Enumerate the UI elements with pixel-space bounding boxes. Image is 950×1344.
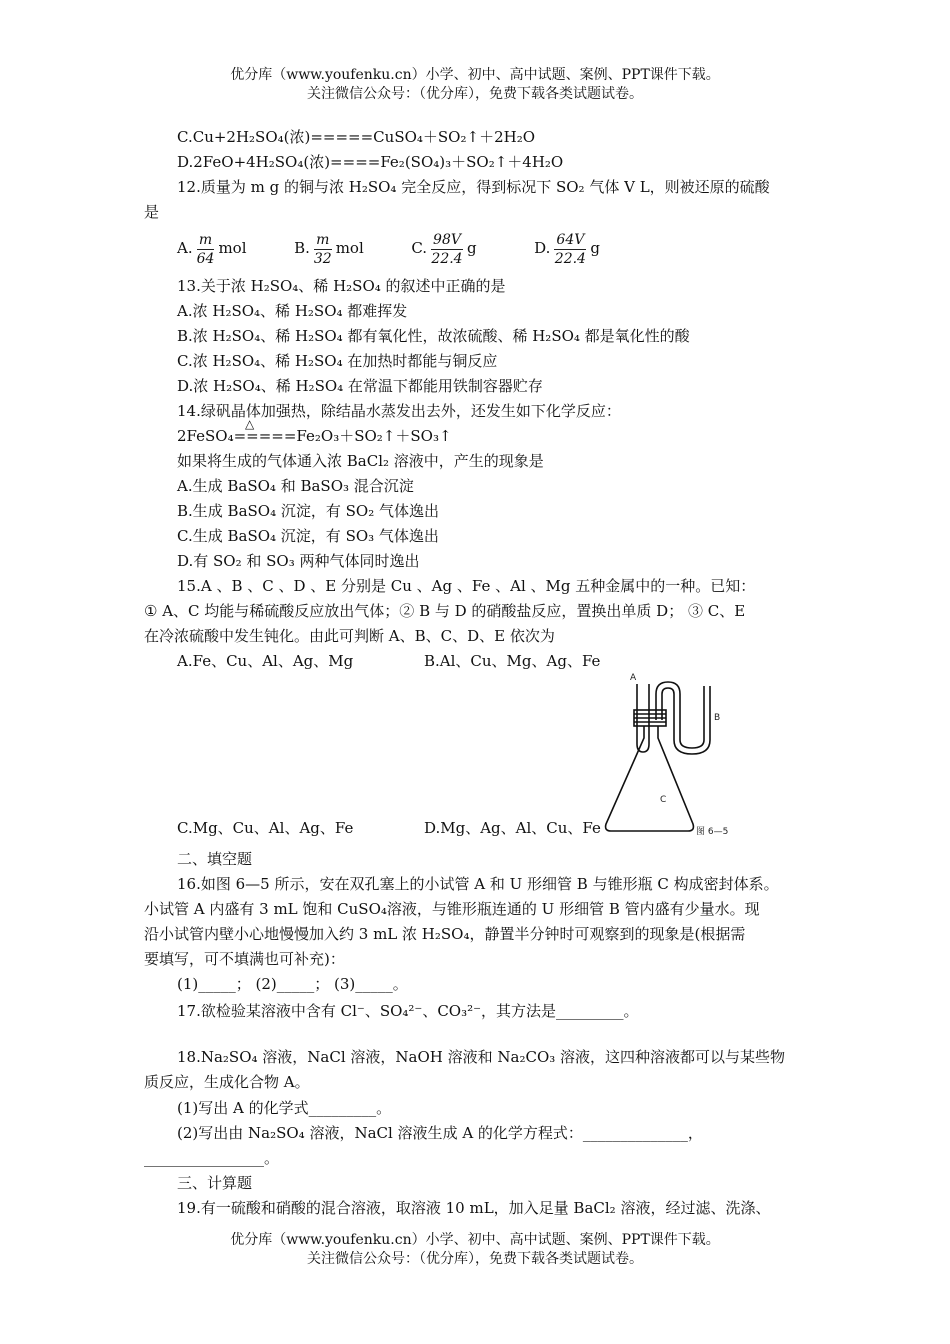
q12-stem-cont: 是 — [144, 203, 160, 221]
q12-d-unit: g — [590, 239, 600, 257]
q13-option-c: C.浓 H₂SO₄、稀 H₂SO₄ 在加热时都能与铜反应 — [177, 352, 498, 370]
q18-part-2: (2)写出由 Na₂SO₄ 溶液，NaCl 溶液生成 A 的化学方程式：______________， — [177, 1124, 703, 1142]
q16-stem-4: 要填写，可不填满也可补充)： — [144, 950, 345, 968]
header-line-2: 关注微信公众号：（优分库），免费下载各类试题试卷。 — [307, 86, 643, 102]
q14-option-c: C.生成 BaSO₄ 沉淀，有 SO₃ 气体逸出 — [177, 527, 439, 545]
q15-option-c: C.Mg、Cu、Al、Ag、Fe — [177, 819, 354, 837]
header-line-1: 优分库（www.youfenku.cn）小学、初中、高中试题、案例、PPT课件下载。 — [230, 67, 720, 83]
figure-label-c: C — [660, 795, 667, 805]
q13-stem: 13.关于浓 H₂SO₄、稀 H₂SO₄ 的叙述中正确的是 — [177, 277, 506, 295]
q12-a-unit: mol — [218, 239, 247, 257]
q12-a-label: A. — [177, 239, 193, 257]
q11-option-c: C.Cu+2H₂SO₄(浓)=====CuSO₄＋SO₂↑＋2H₂O — [177, 128, 536, 146]
q12-c-label: C. — [411, 239, 428, 257]
q12-stem: 12.质量为 m g 的铜与浓 H₂SO₄ 完全反应，得到标况下 SO₂ 气体 V L，则被还原的硫酸 — [177, 178, 770, 196]
q16-stem-2: 小试管 A 内盛有 3 mL 饱和 CuSO₄溶液，与锥形瓶连通的 U 形细管 B 管内盛有少量水。现 — [144, 900, 760, 918]
q12-options — [177, 229, 600, 268]
q15-stem: 15.A 、B 、C 、D 、E 分别是 Cu 、Ag 、Fe 、Al 、Mg 五种金属中的一种。已知： — [177, 577, 756, 595]
q15-conditions: ① A、C 均能与稀硫酸反应放出气体；② B 与 D 的硝酸盐反应，置换出单质 D； ③ C、E — [144, 602, 746, 620]
q13-option-a: A.浓 H₂SO₄、稀 H₂SO₄ 都难挥发 — [177, 302, 408, 320]
q11-option-d: D.2FeO+4H₂SO₄(浓)====Fe₂(SO₄)₃＋SO₂↑＋4H₂O — [177, 153, 564, 171]
q12-b-label: B. — [294, 239, 310, 257]
q14-option-b: B.生成 BaSO₄ 沉淀，有 SO₂ 气体逸出 — [177, 502, 440, 520]
q12-b-fraction: $\frac{m}{32}$ — [313, 231, 332, 267]
figure-label-b: B — [714, 713, 721, 723]
footer-line-2: 关注微信公众号：（优分库），免费下载各类试题试卷。 — [307, 1251, 643, 1267]
q14-equation: 2FeSO₄=====Fe₂O₃＋SO₂↑＋SO₃↑ — [177, 427, 452, 445]
figure-label-a: A — [630, 673, 637, 683]
footer-line-1: 优分库（www.youfenku.cn）小学、初中、高中试题、案例、PPT课件下载。 — [230, 1232, 720, 1248]
q19-stem: 19.有一硫酸和硝酸的混合溶液，取溶液 10 mL，加入足量 BaCl₂ 溶液，经过滤、洗涤、 — [177, 1199, 771, 1217]
page-header — [0, 66, 950, 104]
section-fill-in: 二、填空题 — [177, 850, 253, 868]
q16-stem: 16.如图 6—5 所示，安在双孔塞上的小试管 A 和 U 形细管 B 与锥形瓶 C 构成密封体系。 — [177, 875, 779, 893]
q15-question: 在冷浓硫酸中发生钝化。由此可判断 A、B、C、D、E 依次为 — [144, 627, 555, 645]
q16-blanks: (1)_____； (2)_____； (3)_____。 — [177, 975, 408, 993]
section-calculation: 三、计算题 — [177, 1174, 253, 1192]
page-footer — [0, 1231, 950, 1269]
q12-a-fraction: $\frac{m}{64}$ — [196, 231, 215, 267]
figure-caption: 图 6—5 — [696, 827, 729, 836]
q18-stem-2: 质反应，生成化合物 A。 — [144, 1073, 310, 1091]
heat-symbol: △ — [245, 417, 255, 431]
q14-question: 如果将生成的气体通入浓 BaCl₂ 溶液中，产生的现象是 — [177, 452, 544, 470]
q13-option-d: D.浓 H₂SO₄、稀 H₂SO₄ 在常温下都能用铁制容器贮存 — [177, 377, 543, 395]
q18-part-2-cont: ________________。 — [144, 1149, 280, 1167]
q14-stem: 14.绿矾晶体加强热，除结晶水蒸发出去外，还发生如下化学反应： — [177, 402, 621, 420]
flask-apparatus-figure — [596, 664, 736, 836]
q18-part-1: (1)写出 A 的化学式_________。 — [177, 1099, 392, 1117]
q15-option-b: B.Al、Cu、Mg、Ag、Fe — [424, 652, 601, 670]
q14-option-a: A.生成 BaSO₄ 和 BaSO₃ 混合沉淀 — [177, 477, 414, 495]
q12-d-label: D. — [534, 239, 551, 257]
q12-c-fraction: $\frac{98V}{22.4}$ — [431, 231, 463, 267]
q15-option-d: D.Mg、Ag、Al、Cu、Fe — [424, 819, 601, 837]
q14-option-d: D.有 SO₂ 和 SO₃ 两种气体同时逸出 — [177, 552, 420, 570]
q18-stem: 18.Na₂SO₄ 溶液，NaCl 溶液，NaOH 溶液和 Na₂CO₃ 溶液，这四种溶液都可以与某些物 — [177, 1048, 786, 1066]
q15-option-a: A.Fe、Cu、Al、Ag、Mg — [177, 652, 354, 670]
q12-b-unit: mol — [335, 239, 364, 257]
q17-stem: 17.欲检验某溶液中含有 Cl⁻、SO₄²⁻、CO₃²⁻，其方法是_________。 — [177, 1002, 639, 1020]
q12-c-unit: g — [466, 239, 477, 257]
q13-option-b: B.浓 H₂SO₄、稀 H₂SO₄ 都有氧化性，故浓硫酸、稀 H₂SO₄ 都是氧化性的酸 — [177, 327, 690, 345]
q12-d-fraction: $\frac{64V}{22.4}$ — [554, 231, 586, 267]
q16-stem-3: 沿小试管内壁小心地慢慢加入约 3 mL 浓 H₂SO₄，静置半分钟时可观察到的现象是(根据需 — [144, 925, 746, 943]
